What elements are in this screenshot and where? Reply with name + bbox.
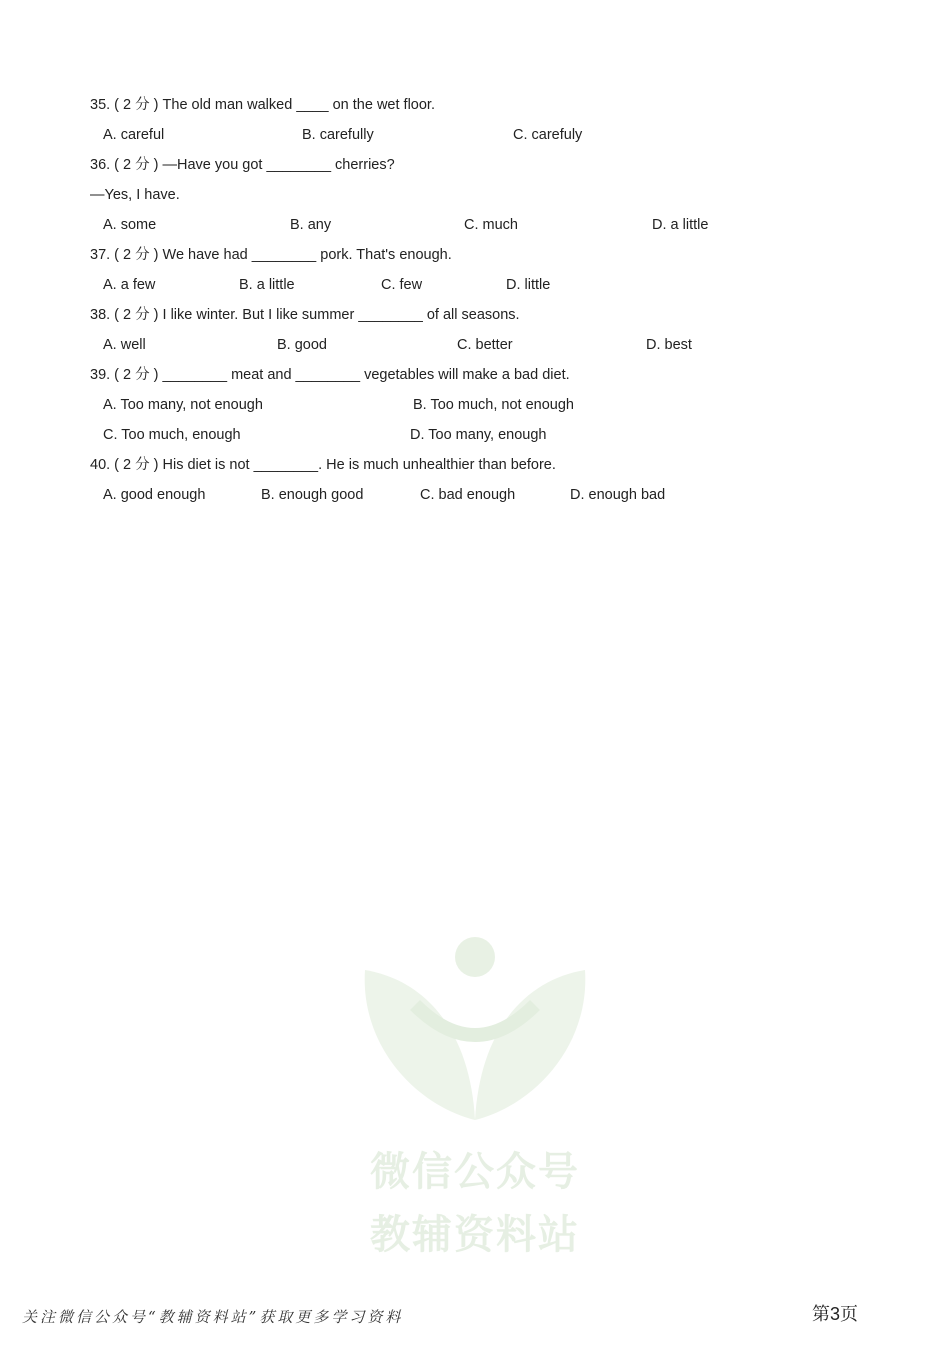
question-stem: 36. ( 2 分 ) —Have you got ________ cherries? (90, 157, 395, 173)
option-b: B. Too much, not enough (413, 397, 574, 413)
option-a: A. some (103, 217, 157, 233)
option-b: B. a little (239, 277, 295, 293)
option-a: A. Too many, not enough (103, 397, 263, 413)
watermark (355, 935, 595, 1258)
option-b: B. carefully (302, 127, 374, 143)
leaf-logo-icon (355, 935, 595, 1135)
option-b: B. any (290, 217, 332, 233)
watermark-line-1: 微信公众号 (370, 1149, 580, 1195)
option-b: B. enough good (261, 487, 364, 503)
question-stem: 38. ( 2 分 ) I like winter. But I like summer ________ of all seasons. (90, 307, 520, 323)
option-a: A. careful (103, 127, 165, 143)
watermark-line-2: 教辅资料站 (370, 1212, 580, 1258)
option-a: A. a few (103, 277, 156, 293)
option-d: D. best (646, 337, 692, 353)
option-c: C. better (457, 337, 513, 353)
question-stem: 37. ( 2 分 ) We have had ________ pork. That's enough. (90, 247, 452, 263)
option-d: D. enough bad (570, 487, 666, 503)
page-number: 第3页 (812, 1304, 859, 1324)
option-d: D. little (506, 277, 551, 293)
option-a: A. well (103, 337, 146, 353)
option-d: D. Too many, enough (410, 427, 547, 443)
question-stem: 40. ( 2 分 ) His diet is not ________. He is much unhealthier than before. (90, 457, 556, 473)
option-b: B. good (277, 337, 327, 353)
question-stem-reply: —Yes, I have. (90, 187, 180, 203)
option-c: C. much (464, 217, 518, 233)
question-stem: 39. ( 2 分 ) ________ meat and ________ vegetables will make a bad diet. (90, 367, 570, 383)
footer-note: 关注微信公众号“教辅资料站”获取更多学习资料 (22, 1308, 404, 1326)
option-a: A. good enough (103, 487, 206, 503)
option-c: C. bad enough (420, 487, 516, 503)
option-d: D. a little (652, 217, 709, 233)
option-c: C. few (381, 277, 423, 293)
question-stem: 35. ( 2 分 ) The old man walked ____ on the wet floor. (90, 97, 435, 113)
option-c: C. Too much, enough (103, 427, 241, 443)
option-c: C. carefuly (513, 127, 583, 143)
